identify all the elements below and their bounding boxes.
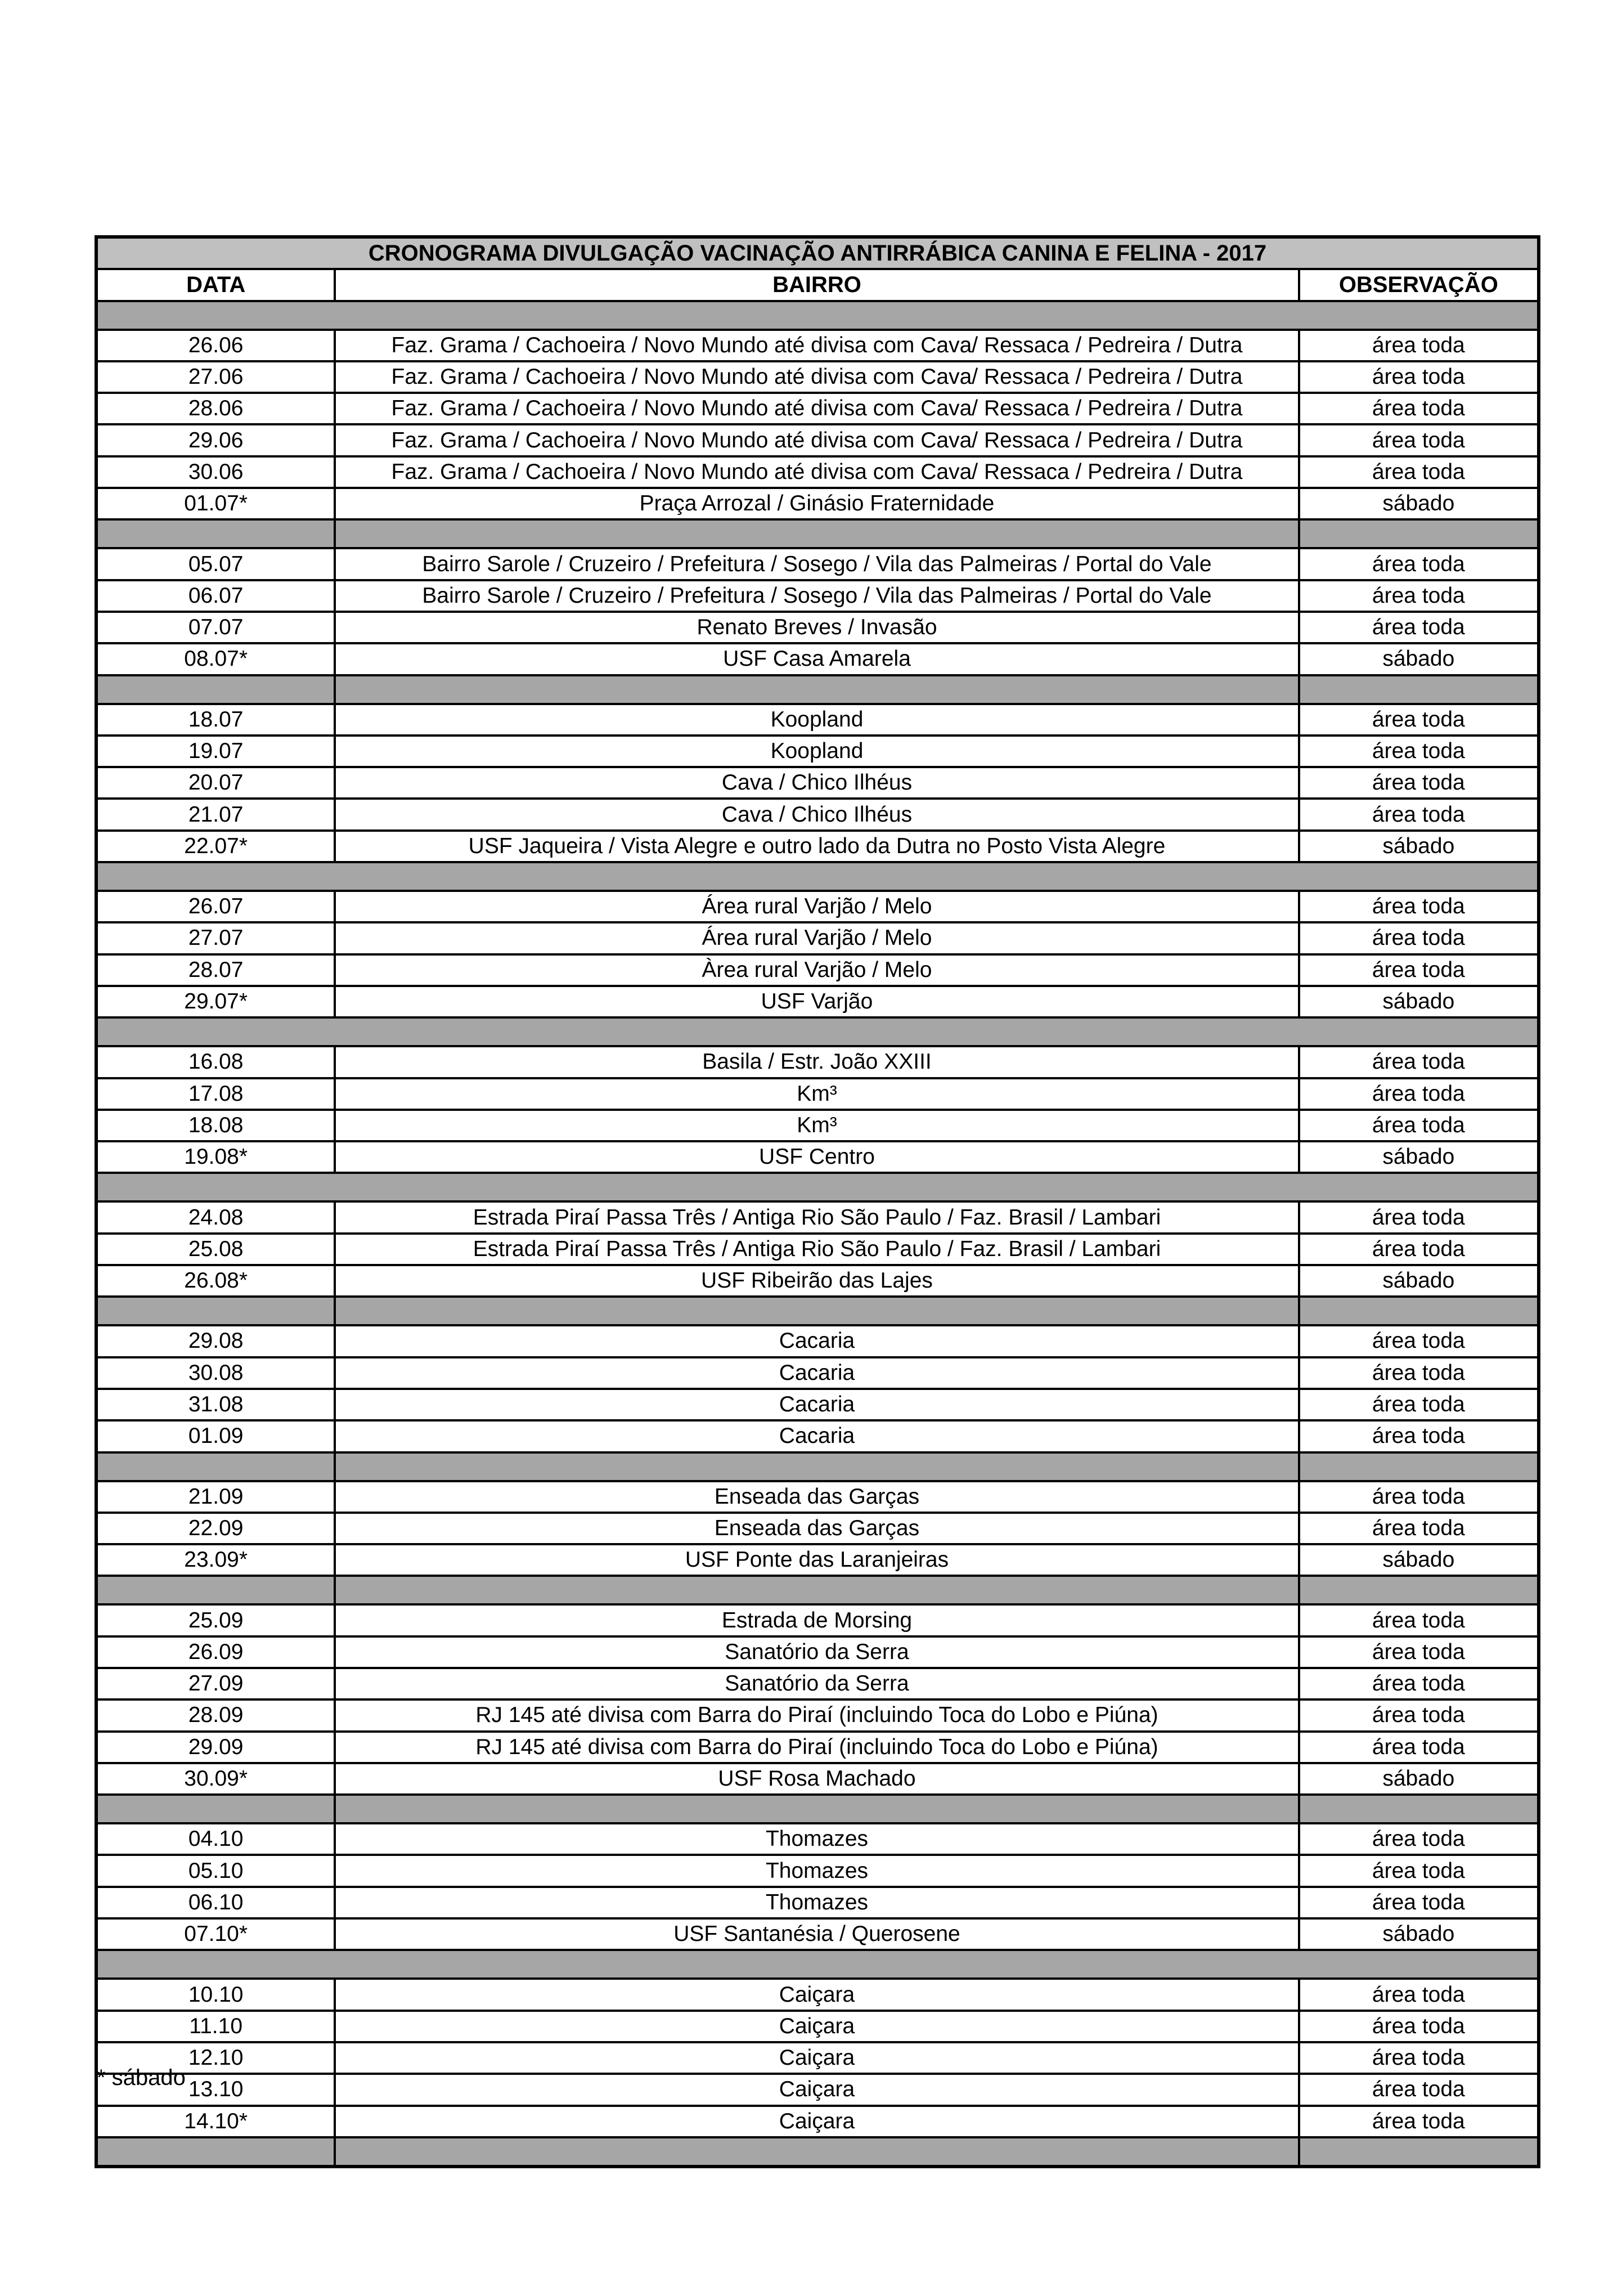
bairro-cell: Koopland bbox=[335, 704, 1299, 736]
table-row bbox=[96, 612, 1539, 643]
table-row bbox=[96, 330, 1539, 361]
table-row bbox=[96, 1481, 1539, 1513]
bairro-cell: RJ 145 até divisa com Barra do Piraí (incluindo Toca do Lobo e Piúna) bbox=[335, 1732, 1299, 1763]
group-separator bbox=[96, 862, 1539, 891]
table-row bbox=[96, 1325, 1539, 1357]
separator-cell bbox=[96, 1576, 335, 1604]
table-row bbox=[96, 891, 1539, 922]
footnote: * sábado bbox=[97, 2065, 186, 2090]
table-row bbox=[96, 1265, 1539, 1297]
observacao-cell: área toda bbox=[1299, 424, 1539, 456]
table-row bbox=[96, 1668, 1539, 1699]
observacao-cell: área toda bbox=[1299, 767, 1539, 799]
separator-cell bbox=[335, 1795, 1299, 1823]
bairro-cell: Cacaria bbox=[335, 1325, 1299, 1357]
bairro-cell: RJ 145 até divisa com Barra do Piraí (incluindo Toca do Lobo e Piúna) bbox=[335, 1699, 1299, 1731]
bairro-cell: Cava / Chico Ilhéus bbox=[335, 767, 1299, 799]
date-cell: 29.08 bbox=[96, 1325, 335, 1357]
table-row bbox=[96, 2074, 1539, 2105]
date-cell: 20.07 bbox=[96, 767, 335, 799]
bairro-cell: Faz. Grama / Cachoeira / Novo Mundo até divisa com Cava/ Ressaca / Pedreira / Dutra bbox=[335, 393, 1299, 424]
bairro-cell: Estrada Piraí Passa Três / Antiga Rio São Paulo / Faz. Brasil / Lambari bbox=[335, 1234, 1299, 1265]
date-cell: 12.10 bbox=[96, 2042, 335, 2074]
bairro-cell: USF Santanésia / Querosene bbox=[335, 1918, 1299, 1950]
bairro-cell: Caiçara bbox=[335, 2011, 1299, 2042]
bairro-cell: Thomazes bbox=[335, 1887, 1299, 1918]
date-cell: 27.06 bbox=[96, 361, 335, 393]
bairro-cell: Cacaria bbox=[335, 1357, 1299, 1389]
separator-cell bbox=[1299, 1795, 1539, 1823]
bairro-cell: Caiçara bbox=[335, 2106, 1299, 2137]
group-separator bbox=[96, 1297, 1539, 1325]
observacao-cell: área toda bbox=[1299, 1481, 1539, 1513]
table-row bbox=[96, 1357, 1539, 1389]
date-cell: 21.07 bbox=[96, 799, 335, 830]
observacao-cell: área toda bbox=[1299, 1699, 1539, 1731]
table-row bbox=[96, 1078, 1539, 1110]
header-row bbox=[96, 269, 1539, 301]
table-row bbox=[96, 1732, 1539, 1763]
table-row bbox=[96, 1201, 1539, 1233]
separator-cell bbox=[96, 1795, 335, 1823]
group-separator bbox=[96, 1950, 1539, 1979]
table-row bbox=[96, 799, 1539, 830]
table-row bbox=[96, 580, 1539, 612]
observacao-cell: área toda bbox=[1299, 1604, 1539, 1636]
separator-cell bbox=[1299, 2137, 1539, 2167]
table-row bbox=[96, 1389, 1539, 1420]
group-separator bbox=[96, 1173, 1539, 1201]
column-header-bairro: BAIRRO bbox=[335, 269, 1299, 301]
table-row bbox=[96, 643, 1539, 675]
observacao-cell: área toda bbox=[1299, 1668, 1539, 1699]
bairro-cell: Sanatório da Serra bbox=[335, 1668, 1299, 1699]
bairro-cell: Àrea rural Varjão / Melo bbox=[335, 954, 1299, 986]
observacao-cell: área toda bbox=[1299, 1201, 1539, 1233]
observacao-cell: área toda bbox=[1299, 456, 1539, 488]
bairro-cell: USF Ribeirão das Lajes bbox=[335, 1265, 1299, 1297]
date-cell: 08.07* bbox=[96, 643, 335, 675]
observacao-cell: sábado bbox=[1299, 643, 1539, 675]
date-cell: 11.10 bbox=[96, 2011, 335, 2042]
observacao-cell: área toda bbox=[1299, 1887, 1539, 1918]
table-row bbox=[96, 1918, 1539, 1950]
observacao-cell: sábado bbox=[1299, 1763, 1539, 1795]
date-cell: 24.08 bbox=[96, 1201, 335, 1233]
date-cell: 27.09 bbox=[96, 1668, 335, 1699]
bairro-cell: Thomazes bbox=[335, 1855, 1299, 1886]
table-row bbox=[96, 1544, 1539, 1576]
date-cell: 16.08 bbox=[96, 1046, 335, 1078]
observacao-cell: área toda bbox=[1299, 799, 1539, 830]
bairro-cell: USF Jaqueira / Vista Alegre e outro lado da Dutra no Posto Vista Alegre bbox=[335, 831, 1299, 862]
table-row bbox=[96, 1763, 1539, 1795]
title-row bbox=[96, 237, 1539, 269]
separator-cell bbox=[1299, 519, 1539, 548]
bairro-cell: Faz. Grama / Cachoeira / Novo Mundo até divisa com Cava/ Ressaca / Pedreira / Dutra bbox=[335, 361, 1299, 393]
table-row bbox=[96, 424, 1539, 456]
date-cell: 26.08* bbox=[96, 1265, 335, 1297]
table-row bbox=[96, 1110, 1539, 1141]
separator-cell bbox=[96, 519, 335, 548]
group-separator bbox=[96, 675, 1539, 704]
bairro-cell: Basila / Estr. João XXIII bbox=[335, 1046, 1299, 1078]
separator-cell bbox=[96, 862, 1539, 891]
date-cell: 18.08 bbox=[96, 1110, 335, 1141]
observacao-cell: área toda bbox=[1299, 361, 1539, 393]
date-cell: 05.10 bbox=[96, 1855, 335, 1886]
table-row bbox=[96, 1823, 1539, 1855]
bairro-cell: Faz. Grama / Cachoeira / Novo Mundo até divisa com Cava/ Ressaca / Pedreira / Dutra bbox=[335, 330, 1299, 361]
table-row bbox=[96, 986, 1539, 1017]
bairro-cell: Thomazes bbox=[335, 1823, 1299, 1855]
date-cell: 17.08 bbox=[96, 1078, 335, 1110]
bairro-cell: Km³ bbox=[335, 1078, 1299, 1110]
separator-cell bbox=[96, 1173, 1539, 1201]
date-cell: 01.09 bbox=[96, 1420, 335, 1452]
table-row bbox=[96, 954, 1539, 986]
bairro-cell: Renato Breves / Invasão bbox=[335, 612, 1299, 643]
date-cell: 28.06 bbox=[96, 393, 335, 424]
observacao-cell: sábado bbox=[1299, 831, 1539, 862]
date-cell: 10.10 bbox=[96, 1979, 335, 2010]
table-row bbox=[96, 2042, 1539, 2074]
date-cell: 06.07 bbox=[96, 580, 335, 612]
separator-cell bbox=[335, 1452, 1299, 1481]
date-cell: 18.07 bbox=[96, 704, 335, 736]
bairro-cell: Faz. Grama / Cachoeira / Novo Mundo até divisa com Cava/ Ressaca / Pedreira / Dutra bbox=[335, 424, 1299, 456]
bairro-cell: Enseada das Garças bbox=[335, 1513, 1299, 1544]
table-row bbox=[96, 1513, 1539, 1544]
separator-cell bbox=[335, 2137, 1299, 2167]
separator-cell bbox=[1299, 675, 1539, 704]
date-cell: 05.07 bbox=[96, 548, 335, 580]
table-row bbox=[96, 1046, 1539, 1078]
bairro-cell: Caiçara bbox=[335, 2074, 1299, 2105]
separator-cell bbox=[1299, 1452, 1539, 1481]
bairro-cell: Cacaria bbox=[335, 1420, 1299, 1452]
group-separator bbox=[96, 1452, 1539, 1481]
table-row bbox=[96, 1420, 1539, 1452]
bairro-cell: Sanatório da Serra bbox=[335, 1636, 1299, 1668]
bairro-cell: Estrada de Morsing bbox=[335, 1604, 1299, 1636]
observacao-cell: área toda bbox=[1299, 2042, 1539, 2074]
observacao-cell: área toda bbox=[1299, 1234, 1539, 1265]
bairro-cell: Koopland bbox=[335, 736, 1299, 767]
observacao-cell: área toda bbox=[1299, 954, 1539, 986]
date-cell: 23.09* bbox=[96, 1544, 335, 1576]
table-row bbox=[96, 831, 1539, 862]
table-row bbox=[96, 1887, 1539, 1918]
bairro-cell: USF Casa Amarela bbox=[335, 643, 1299, 675]
bairro-cell: Cava / Chico Ilhéus bbox=[335, 799, 1299, 830]
separator-cell bbox=[335, 519, 1299, 548]
date-cell: 31.08 bbox=[96, 1389, 335, 1420]
date-cell: 04.10 bbox=[96, 1823, 335, 1855]
bairro-cell: Faz. Grama / Cachoeira / Novo Mundo até divisa com Cava/ Ressaca / Pedreira / Dutra bbox=[335, 456, 1299, 488]
separator-cell bbox=[96, 1297, 335, 1325]
date-cell: 14.10* bbox=[96, 2106, 335, 2137]
table-row bbox=[96, 922, 1539, 954]
table-row bbox=[96, 456, 1539, 488]
date-cell: 22.07* bbox=[96, 831, 335, 862]
table-row bbox=[96, 1855, 1539, 1886]
date-cell: 06.10 bbox=[96, 1887, 335, 1918]
date-cell: 13.10 bbox=[96, 2074, 335, 2105]
observacao-cell: área toda bbox=[1299, 736, 1539, 767]
observacao-cell: sábado bbox=[1299, 488, 1539, 519]
bairro-cell: Caiçara bbox=[335, 2042, 1299, 2074]
observacao-cell: área toda bbox=[1299, 393, 1539, 424]
observacao-cell: área toda bbox=[1299, 1110, 1539, 1141]
observacao-cell: área toda bbox=[1299, 330, 1539, 361]
observacao-cell: área toda bbox=[1299, 1636, 1539, 1668]
observacao-cell: área toda bbox=[1299, 548, 1539, 580]
date-cell: 25.09 bbox=[96, 1604, 335, 1636]
date-cell: 19.07 bbox=[96, 736, 335, 767]
schedule-table bbox=[95, 235, 1540, 2168]
date-cell: 27.07 bbox=[96, 922, 335, 954]
table-row bbox=[96, 767, 1539, 799]
group-separator bbox=[96, 301, 1539, 330]
separator-cell bbox=[335, 1297, 1299, 1325]
separator-cell bbox=[96, 301, 1539, 330]
date-cell: 30.06 bbox=[96, 456, 335, 488]
separator-cell bbox=[96, 1017, 1539, 1046]
group-separator bbox=[96, 1795, 1539, 1823]
observacao-cell: sábado bbox=[1299, 1141, 1539, 1173]
observacao-cell: área toda bbox=[1299, 1979, 1539, 2010]
observacao-cell: área toda bbox=[1299, 2106, 1539, 2137]
observacao-cell: área toda bbox=[1299, 2011, 1539, 2042]
date-cell: 29.06 bbox=[96, 424, 335, 456]
observacao-cell: área toda bbox=[1299, 1855, 1539, 1886]
observacao-cell: área toda bbox=[1299, 1823, 1539, 1855]
bairro-cell: Área rural Varjão / Melo bbox=[335, 922, 1299, 954]
table-row bbox=[96, 1636, 1539, 1668]
group-separator bbox=[96, 1017, 1539, 1046]
bairro-cell: Estrada Piraí Passa Três / Antiga Rio São Paulo / Faz. Brasil / Lambari bbox=[335, 1201, 1299, 1233]
table-row bbox=[96, 1141, 1539, 1173]
date-cell: 19.08* bbox=[96, 1141, 335, 1173]
bairro-cell: USF Centro bbox=[335, 1141, 1299, 1173]
observacao-cell: área toda bbox=[1299, 1078, 1539, 1110]
date-cell: 22.09 bbox=[96, 1513, 335, 1544]
group-separator bbox=[96, 1576, 1539, 1604]
observacao-cell: sábado bbox=[1299, 986, 1539, 1017]
separator-cell bbox=[96, 1452, 335, 1481]
observacao-cell: área toda bbox=[1299, 922, 1539, 954]
observacao-cell: área toda bbox=[1299, 1389, 1539, 1420]
table-row bbox=[96, 704, 1539, 736]
date-cell: 21.09 bbox=[96, 1481, 335, 1513]
observacao-cell: área toda bbox=[1299, 891, 1539, 922]
group-separator bbox=[96, 2137, 1539, 2167]
separator-cell bbox=[96, 2137, 335, 2167]
date-cell: 29.07* bbox=[96, 986, 335, 1017]
separator-cell bbox=[1299, 1297, 1539, 1325]
column-header-observacao: OBSERVAÇÃO bbox=[1299, 269, 1539, 301]
table-row bbox=[96, 1604, 1539, 1636]
table-row bbox=[96, 1234, 1539, 1265]
observacao-cell: sábado bbox=[1299, 1918, 1539, 1950]
observacao-cell: sábado bbox=[1299, 1544, 1539, 1576]
group-separator bbox=[96, 519, 1539, 548]
date-cell: 28.07 bbox=[96, 954, 335, 986]
bairro-cell: Bairro Sarole / Cruzeiro / Prefeitura / Sosego / Vila das Palmeiras / Portal do Vale bbox=[335, 548, 1299, 580]
bairro-cell: Cacaria bbox=[335, 1389, 1299, 1420]
observacao-cell: área toda bbox=[1299, 612, 1539, 643]
bairro-cell: USF Rosa Machado bbox=[335, 1763, 1299, 1795]
observacao-cell: sábado bbox=[1299, 1265, 1539, 1297]
observacao-cell: área toda bbox=[1299, 1046, 1539, 1078]
separator-cell bbox=[335, 1576, 1299, 1604]
table-row bbox=[96, 548, 1539, 580]
separator-cell bbox=[335, 675, 1299, 704]
table-row bbox=[96, 1699, 1539, 1731]
date-cell: 30.09* bbox=[96, 1763, 335, 1795]
date-cell: 07.10* bbox=[96, 1918, 335, 1950]
table-row bbox=[96, 2106, 1539, 2137]
date-cell: 29.09 bbox=[96, 1732, 335, 1763]
date-cell: 26.07 bbox=[96, 891, 335, 922]
observacao-cell: área toda bbox=[1299, 2074, 1539, 2105]
bairro-cell: Caiçara bbox=[335, 1979, 1299, 2010]
document-title: CRONOGRAMA DIVULGAÇÃO VACINAÇÃO ANTIRRÁBICA CANINA E FELINA - 2017 bbox=[96, 237, 1539, 269]
date-cell: 07.07 bbox=[96, 612, 335, 643]
separator-cell bbox=[1299, 1576, 1539, 1604]
date-cell: 28.09 bbox=[96, 1699, 335, 1731]
column-header-date: DATA bbox=[96, 269, 335, 301]
observacao-cell: área toda bbox=[1299, 1357, 1539, 1389]
table-row bbox=[96, 1979, 1539, 2010]
date-cell: 01.07* bbox=[96, 488, 335, 519]
observacao-cell: área toda bbox=[1299, 1513, 1539, 1544]
date-cell: 30.08 bbox=[96, 1357, 335, 1389]
table-row bbox=[96, 2011, 1539, 2042]
observacao-cell: área toda bbox=[1299, 1420, 1539, 1452]
observacao-cell: área toda bbox=[1299, 1732, 1539, 1763]
observacao-cell: área toda bbox=[1299, 1325, 1539, 1357]
observacao-cell: área toda bbox=[1299, 580, 1539, 612]
separator-cell bbox=[96, 675, 335, 704]
bairro-cell: USF Varjão bbox=[335, 986, 1299, 1017]
bairro-cell: Área rural Varjão / Melo bbox=[335, 891, 1299, 922]
bairro-cell: Praça Arrozal / Ginásio Fraternidade bbox=[335, 488, 1299, 519]
bairro-cell: USF Ponte das Laranjeiras bbox=[335, 1544, 1299, 1576]
table-row bbox=[96, 393, 1539, 424]
date-cell: 26.06 bbox=[96, 330, 335, 361]
table-row bbox=[96, 488, 1539, 519]
date-cell: 25.08 bbox=[96, 1234, 335, 1265]
bairro-cell: Km³ bbox=[335, 1110, 1299, 1141]
table-row bbox=[96, 361, 1539, 393]
bairro-cell: Bairro Sarole / Cruzeiro / Prefeitura / Sosego / Vila das Palmeiras / Portal do Vale bbox=[335, 580, 1299, 612]
bairro-cell: Enseada das Garças bbox=[335, 1481, 1299, 1513]
date-cell: 26.09 bbox=[96, 1636, 335, 1668]
separator-cell bbox=[96, 1950, 1539, 1979]
table-row bbox=[96, 736, 1539, 767]
observacao-cell: área toda bbox=[1299, 704, 1539, 736]
